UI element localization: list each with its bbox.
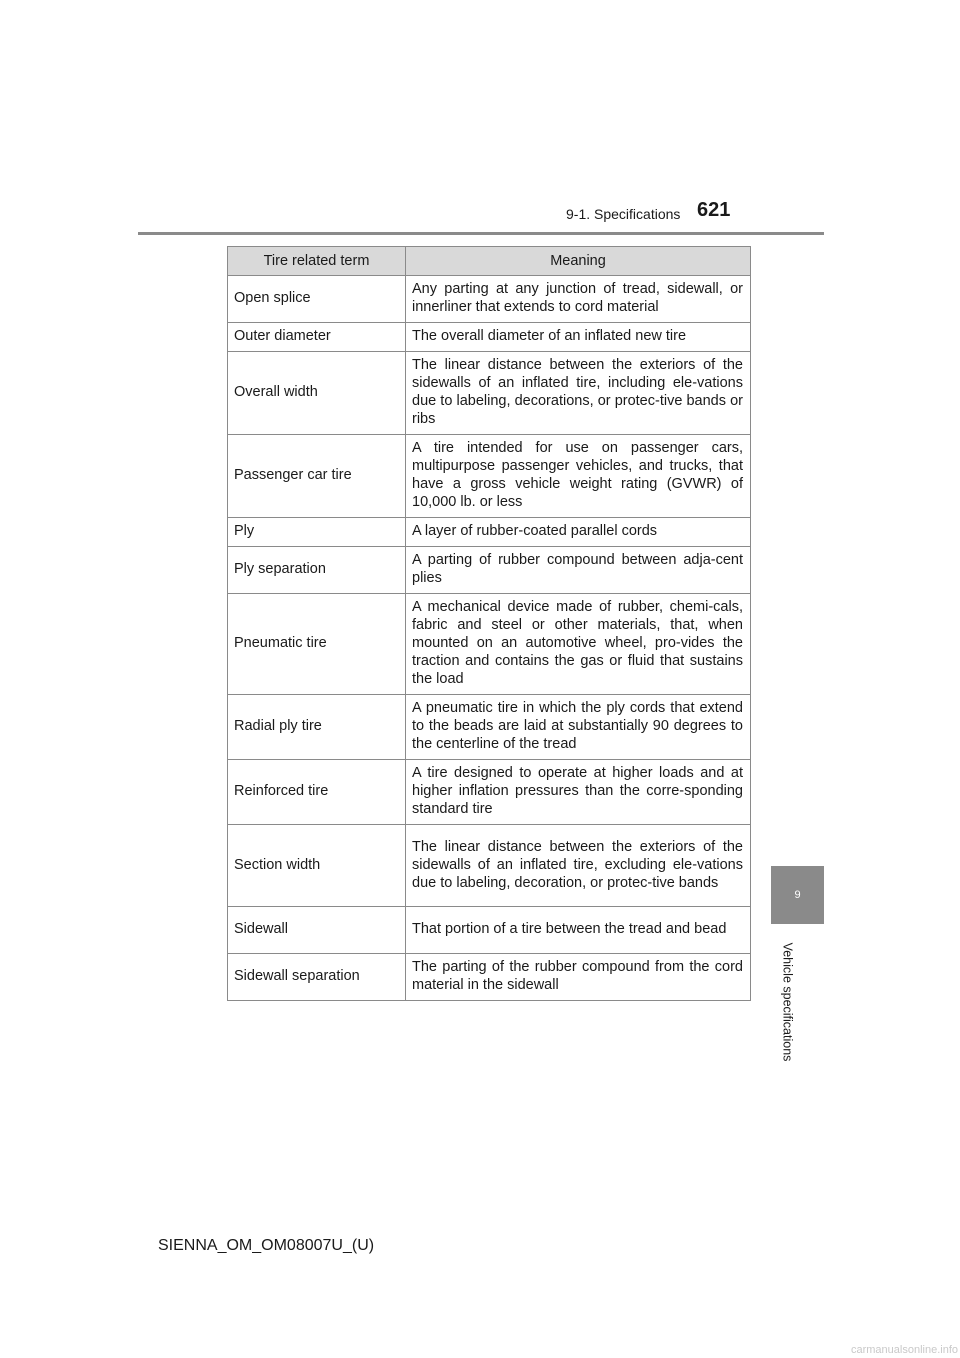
table-row bbox=[228, 594, 751, 695]
table-row bbox=[228, 435, 751, 518]
column-header-term: Tire related term bbox=[228, 247, 406, 276]
term-cell: Outer diameter bbox=[228, 323, 406, 352]
table-row bbox=[228, 695, 751, 760]
term-cell: Sidewall bbox=[228, 907, 406, 954]
meaning-cell: That portion of a tire between the tread and bead bbox=[406, 907, 751, 954]
term-cell: Pneumatic tire bbox=[228, 594, 406, 695]
table-row bbox=[228, 352, 751, 435]
meaning-cell: A tire designed to operate at higher loads and at higher inflation pressures than the corre-sponding standard tire bbox=[406, 760, 751, 825]
meaning-cell: The overall diameter of an inflated new tire bbox=[406, 323, 751, 352]
meaning-cell: A layer of rubber-coated parallel cords bbox=[406, 518, 751, 547]
table-row bbox=[228, 323, 751, 352]
page-number: 621 bbox=[697, 199, 731, 221]
table-row bbox=[228, 760, 751, 825]
table-row bbox=[228, 954, 751, 1001]
term-cell: Passenger car tire bbox=[228, 435, 406, 518]
meaning-cell: The linear distance between the exteriors of the sidewalls of an inflated tire, excluding ele-vations due to labeling, decoration, or protec-tive bands bbox=[406, 825, 751, 907]
table-header-row bbox=[228, 247, 751, 276]
table-row bbox=[228, 276, 751, 323]
watermark: carmanualsonline.info bbox=[850, 1344, 958, 1356]
header-section-title: 9-1. Specifications bbox=[566, 206, 681, 222]
meaning-cell: A mechanical device made of rubber, chemi-cals, fabric and steel or other materials, that, when mounted on an automotive wheel, pro-vides the traction and contains the gas or fluid that sustains the load bbox=[406, 594, 751, 695]
chapter-label bbox=[770, 927, 804, 1077]
term-cell: Ply bbox=[228, 518, 406, 547]
chapter-label-text: Vehicle specifications bbox=[780, 942, 795, 1062]
table-row bbox=[228, 907, 751, 954]
term-cell: Open splice bbox=[228, 276, 406, 323]
meaning-cell: A parting of rubber compound between adja-cent plies bbox=[406, 547, 751, 594]
document-code: SIENNA_OM_OM08007U_(U) bbox=[158, 1237, 375, 1254]
meaning-cell: Any parting at any junction of tread, sidewall, or innerliner that extends to cord material bbox=[406, 276, 751, 323]
meaning-cell: A pneumatic tire in which the ply cords that extend to the beads are laid at substantially 90 degrees to the centerline of the tread bbox=[406, 695, 751, 760]
term-cell: Sidewall separation bbox=[228, 954, 406, 1001]
term-cell: Reinforced tire bbox=[228, 760, 406, 825]
tire-terms-table bbox=[227, 246, 751, 1001]
term-cell: Section width bbox=[228, 825, 406, 907]
chapter-number: 9 bbox=[794, 889, 801, 901]
term-cell: Overall width bbox=[228, 352, 406, 435]
table-row bbox=[228, 547, 751, 594]
term-cell: Radial ply tire bbox=[228, 695, 406, 760]
header-rule bbox=[138, 232, 824, 235]
column-header-meaning: Meaning bbox=[406, 247, 751, 276]
chapter-tab bbox=[771, 866, 824, 924]
term-cell: Ply separation bbox=[228, 547, 406, 594]
meaning-cell: A tire intended for use on passenger cars, multipurpose passenger vehicles, and trucks, that have a gross vehicle weight rating (GVWR) of 10,000 lb. or less bbox=[406, 435, 751, 518]
table-row bbox=[228, 825, 751, 907]
table-row bbox=[228, 518, 751, 547]
meaning-cell: The linear distance between the exteriors of the sidewalls of an inflated tire, including ele-vations due to labeling, decorations, or protec-tive bands or ribs bbox=[406, 352, 751, 435]
meaning-cell: The parting of the rubber compound from the cord material in the sidewall bbox=[406, 954, 751, 1001]
